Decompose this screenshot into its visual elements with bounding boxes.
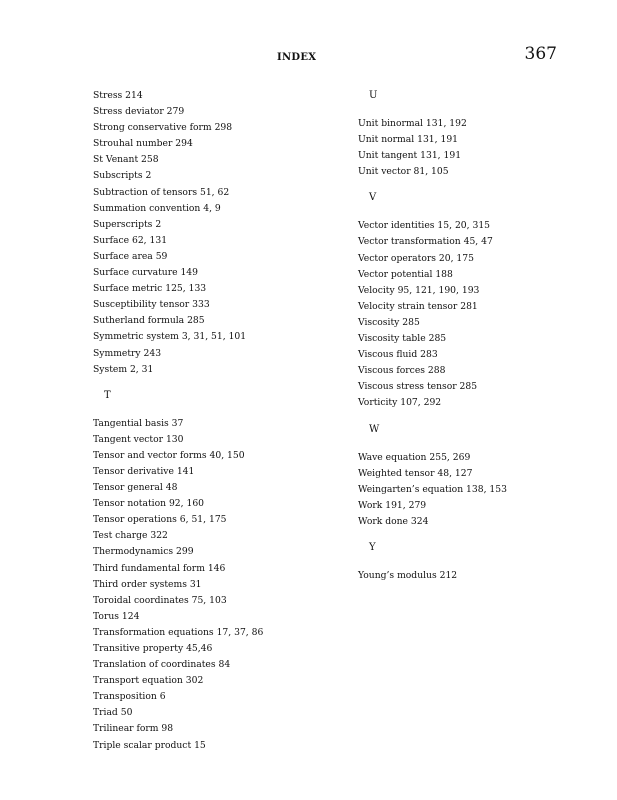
index-group-v [358, 218, 507, 411]
index-entry: Tensor operations 6, 51, 175 [93, 514, 227, 526]
section-letter-v: V [369, 192, 377, 204]
index-entry: Torus 124 [93, 610, 140, 622]
index-entry: Symmetric system 3, 31, 51, 101 [93, 331, 247, 343]
index-entry: Test charge 322 [93, 530, 168, 542]
index-left-column [93, 88, 263, 754]
index-entry: Toroidal coordinates 75, 103 [93, 594, 227, 606]
index-entry: Unit binormal 131, 192 [358, 118, 467, 129]
index-entry: Tensor general 48 [93, 482, 178, 494]
index-group-t [93, 416, 263, 754]
page-title: INDEX [277, 52, 317, 63]
index-entry: Unit vector 81, 105 [358, 166, 449, 178]
index-entry: Third order systems 31 [93, 578, 202, 590]
page-header [0, 44, 617, 74]
index-entry: Surface metric 125, 133 [93, 283, 207, 295]
index-entry: Tensor notation 92, 160 [93, 498, 205, 510]
page-number: 367 [524, 44, 557, 64]
index-entry: Viscous fluid 283 [358, 349, 438, 361]
index-entry: Stress deviator 279 [93, 106, 185, 118]
section-letter-t: T [104, 389, 111, 401]
index-entry: Susceptibility tensor 333 [93, 299, 210, 311]
index-entry: Strouhal number 294 [93, 138, 193, 150]
index-entry: Subtraction of tensors 51, 62 [93, 186, 230, 198]
index-entry: Tangent vector 130 [93, 433, 184, 445]
index-entry: St Venant 258 [93, 154, 159, 166]
section-letter-u: U [369, 90, 378, 101]
index-entry: Tensor and vector forms 40, 150 [93, 449, 245, 461]
index-entry: Velocity 95, 121, 190, 193 [358, 284, 480, 296]
index-group-s [93, 88, 263, 378]
index-entry: Tangential basis 37 [93, 417, 184, 429]
index-entry: Stress 214 [93, 90, 143, 101]
index-entry: Work 191, 279 [358, 499, 427, 511]
index-entry: Superscripts 2 [93, 218, 162, 230]
index-entry: Subscripts 2 [93, 170, 152, 182]
index-entry: Strong conservative form 298 [93, 122, 233, 134]
index-entry: Surface 62, 131 [93, 234, 168, 246]
index-entry: Vector potential 188 [358, 268, 453, 280]
index-entry: Work done 324 [358, 515, 429, 527]
index-entry: Translation of coordinates 84 [93, 659, 231, 671]
index-entry: Surface area 59 [93, 250, 168, 262]
index-entry: Velocity strain tensor 281 [358, 300, 478, 312]
index-group-u [358, 116, 507, 180]
index-entry: Transposition 6 [93, 691, 166, 703]
index-entry: Young’s modulus 212 [358, 569, 458, 581]
index-entry: System 2, 31 [93, 363, 154, 375]
index-entry: Sutherland formula 285 [93, 315, 205, 327]
index-entry: Viscous stress tensor 285 [358, 381, 478, 393]
index-entry: Wave equation 255, 269 [358, 451, 471, 463]
section-letter-w: W [369, 423, 380, 435]
index-entry: Symmetry 243 [93, 347, 162, 359]
index-entry: Triple scalar product 15 [93, 739, 206, 751]
index-entry: Weingarten’s equation 138, 153 [358, 483, 507, 495]
index-entry: Vector operators 20, 175 [358, 252, 474, 264]
index-group-y [358, 568, 507, 584]
section-letter-y: Y [369, 541, 376, 553]
index-group-w [358, 450, 507, 530]
index-entry: Third fundamental form 146 [93, 562, 226, 574]
index-entry: Triad 50 [93, 707, 133, 719]
index-entry: Tensor derivative 141 [93, 465, 195, 477]
index-right-column [358, 88, 507, 584]
index-entry: Vector transformation 45, 47 [358, 236, 493, 248]
index-entry: Vorticity 107, 292 [358, 397, 442, 409]
index-entry: Vector identities 15, 20, 315 [358, 220, 491, 232]
index-entry: Transport equation 302 [93, 675, 204, 687]
index-entry: Transitive property 45,46 [93, 643, 213, 654]
index-entry: Thermodynamics 299 [93, 546, 194, 558]
index-entry: Summation convention 4, 9 [93, 202, 221, 214]
index-entry: Unit normal 131, 191 [358, 134, 459, 146]
index-entry: Surface curvature 149 [93, 267, 199, 279]
index-entry: Unit tangent 131, 191 [358, 150, 462, 162]
index-entry: Viscosity table 285 [358, 333, 447, 345]
index-entry: Transformation equations 17, 37, 86 [93, 626, 264, 638]
index-entry: Weighted tensor 48, 127 [358, 467, 473, 479]
index-entry: Viscosity 285 [358, 316, 420, 328]
index-entry: Trilinear form 98 [93, 723, 174, 735]
index-entry: Viscous forces 288 [358, 365, 446, 377]
